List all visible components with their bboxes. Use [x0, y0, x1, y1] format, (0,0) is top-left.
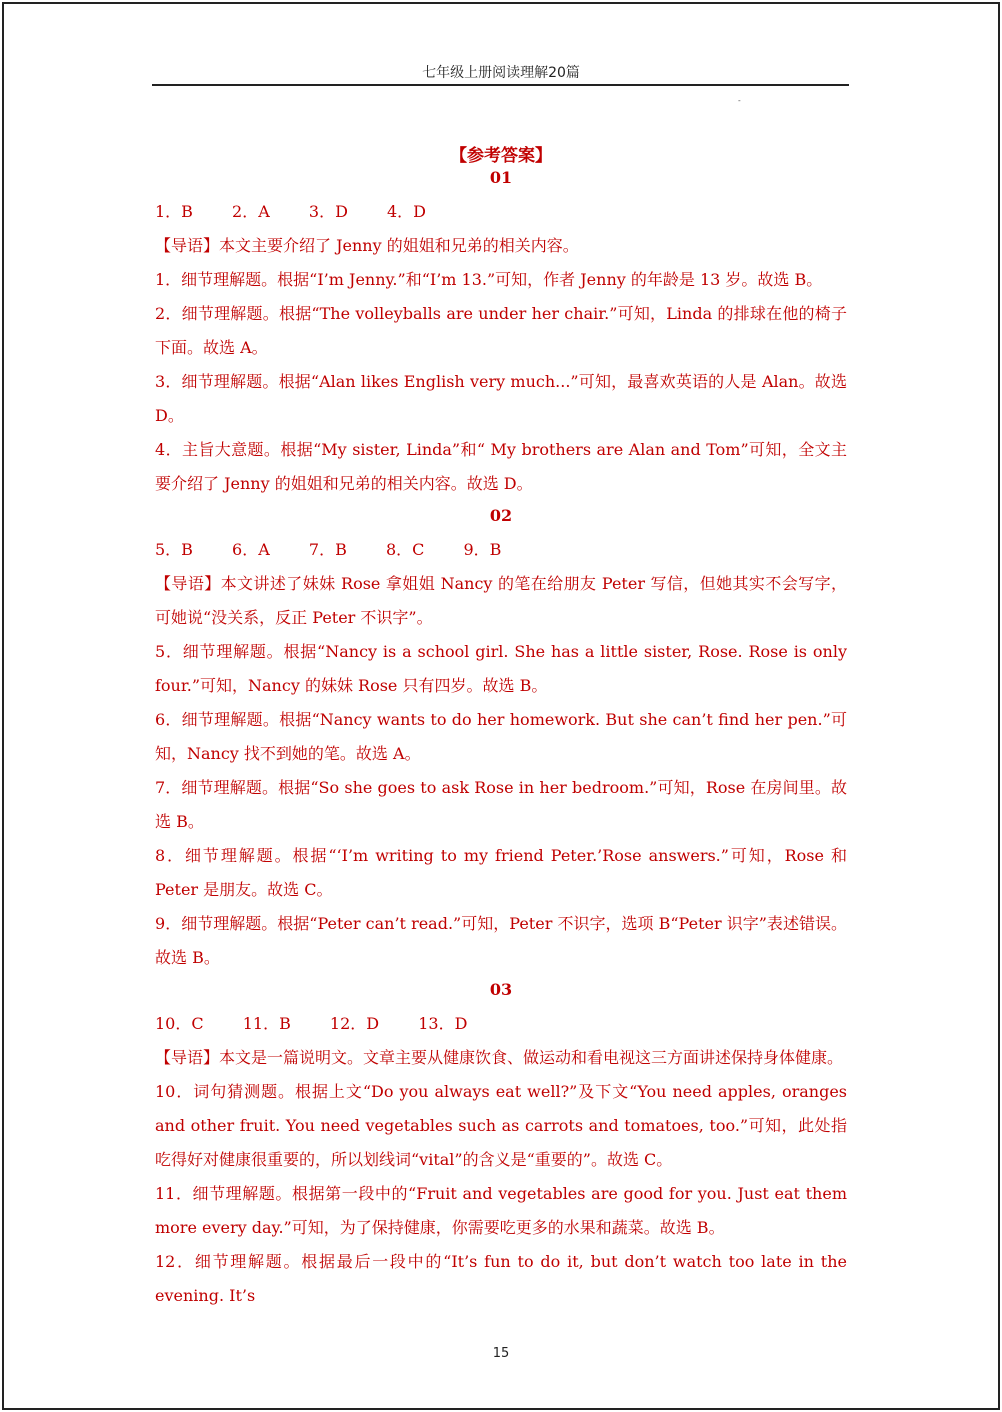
answer-list: [155, 195, 847, 229]
answer-key: [155, 141, 847, 1313]
answer-item: 2．A: [232, 202, 270, 221]
explanation-paragraph: 4．主旨大意题。根据“My sister, Linda”和“ My brothers are Alan and Tom”可知，全文主要介绍了 Jenny 的姐姐和兄弟的相关内容。故选 D。: [155, 440, 847, 493]
answer-item: 8．C: [385, 540, 425, 559]
explanation-paragraph: 2．细节理解题。根据“The volleyballs are under her chair.”可知，Linda 的排球在他的椅子下面。故选 A。: [155, 304, 847, 357]
answer-item: 7．B: [308, 540, 347, 559]
section-number: 01: [489, 168, 513, 187]
answer-item: 5．B: [155, 540, 193, 559]
explanation-paragraph: 1．细节理解题。根据“I’m Jenny.”和“I’m 13.”可知，作者 Jenny 的年龄是 13 岁。故选 B。: [155, 270, 823, 289]
header-rule: [152, 84, 849, 86]
intro-paragraph: 【导语】本文是一篇说明文。文章主要从健康饮食、做运动和看电视这三方面讲述保持身体健康。: [155, 1048, 844, 1067]
answer-item: 12．D: [329, 1014, 380, 1033]
explanation-paragraph: 8．细节理解题。根据“‘I’m writing to my friend Peter.’Rose answers.”可知，Rose 和 Peter 是朋友。故选 C。: [155, 846, 847, 899]
page-number: 15: [492, 1346, 510, 1361]
answer-list: [155, 533, 847, 567]
explanation-paragraph: 6．细节理解题。根据“Nancy wants to do her homework. But she can’t find her pen.”可知，Nancy 找不到她的笔。故选 A。: [155, 710, 847, 763]
explanation-paragraph: 3．细节理解题。根据“Alan likes English very much...”可知，最喜欢英语的人是 Alan。故选 D。: [155, 372, 847, 425]
answer-item: 3．D: [308, 202, 348, 221]
explanation-paragraph: 5．细节理解题。根据“Nancy is a school girl. She has a little sister, Rose. Rose is only four.”可知，Nancy 的妹妹 Rose 只有四岁。故选 B。: [155, 642, 847, 695]
explanation-paragraph: 7．细节理解题。根据“So she goes to ask Rose in her bedroom.”可知，Rose 在房间里。故选 B。: [155, 778, 847, 831]
answer-item: 4．D: [387, 202, 427, 221]
intro-paragraph: 【导语】本文主要介绍了 Jenny 的姐姐和兄弟的相关内容。: [155, 236, 579, 255]
intro-paragraph: 【导语】本文讲述了妹妹 Rose 拿姐姐 Nancy 的笔在给朋友 Peter 写信，但她其实不会写字，可她说“没关系，反正 Peter 不识字”。: [155, 574, 847, 627]
answer-item: 10．C: [155, 1014, 204, 1033]
answer-key-title: 【参考答案】: [450, 146, 552, 166]
answer-item: 6．A: [232, 540, 270, 559]
answer-item: 13．D: [418, 1014, 468, 1033]
section-number: 03: [489, 980, 513, 999]
answer-item: 1．B: [155, 202, 193, 221]
answer-list: [155, 1007, 847, 1041]
answer-item: 9．B: [463, 540, 502, 559]
explanation-paragraph: 12．细节理解题。根据最后一段中的“It’s fun to do it, but don’t watch too late in the evening. It’s: [155, 1252, 847, 1305]
explanation-paragraph: 10．词句猜测题。根据上文“Do you always eat well?”及下文“You need apples, oranges and other fruit. You need vegetables such as carrots and tomatoes, too.”可知，此处指吃得好对健康很重要的，所以划线词“vital”的含义是“重要的”。故选 C。: [155, 1082, 847, 1169]
explanation-paragraph: 9．细节理解题。根据“Peter can’t read.”可知，Peter 不识字，选项 B“Peter 识字”表述错误。故选 B。: [155, 914, 847, 967]
answer-item: 11．B: [242, 1014, 291, 1033]
running-header: 七年级上册阅读理解20篇: [422, 65, 580, 81]
scan-mark: -: [738, 96, 741, 105]
explanation-paragraph: 11．细节理解题。根据第一段中的“Fruit and vegetables are good for you. Just eat them more every day.”可知，为了保持健康，你需要吃更多的水果和蔬菜。故选 B。: [155, 1184, 847, 1237]
section-number: 02: [489, 506, 513, 525]
